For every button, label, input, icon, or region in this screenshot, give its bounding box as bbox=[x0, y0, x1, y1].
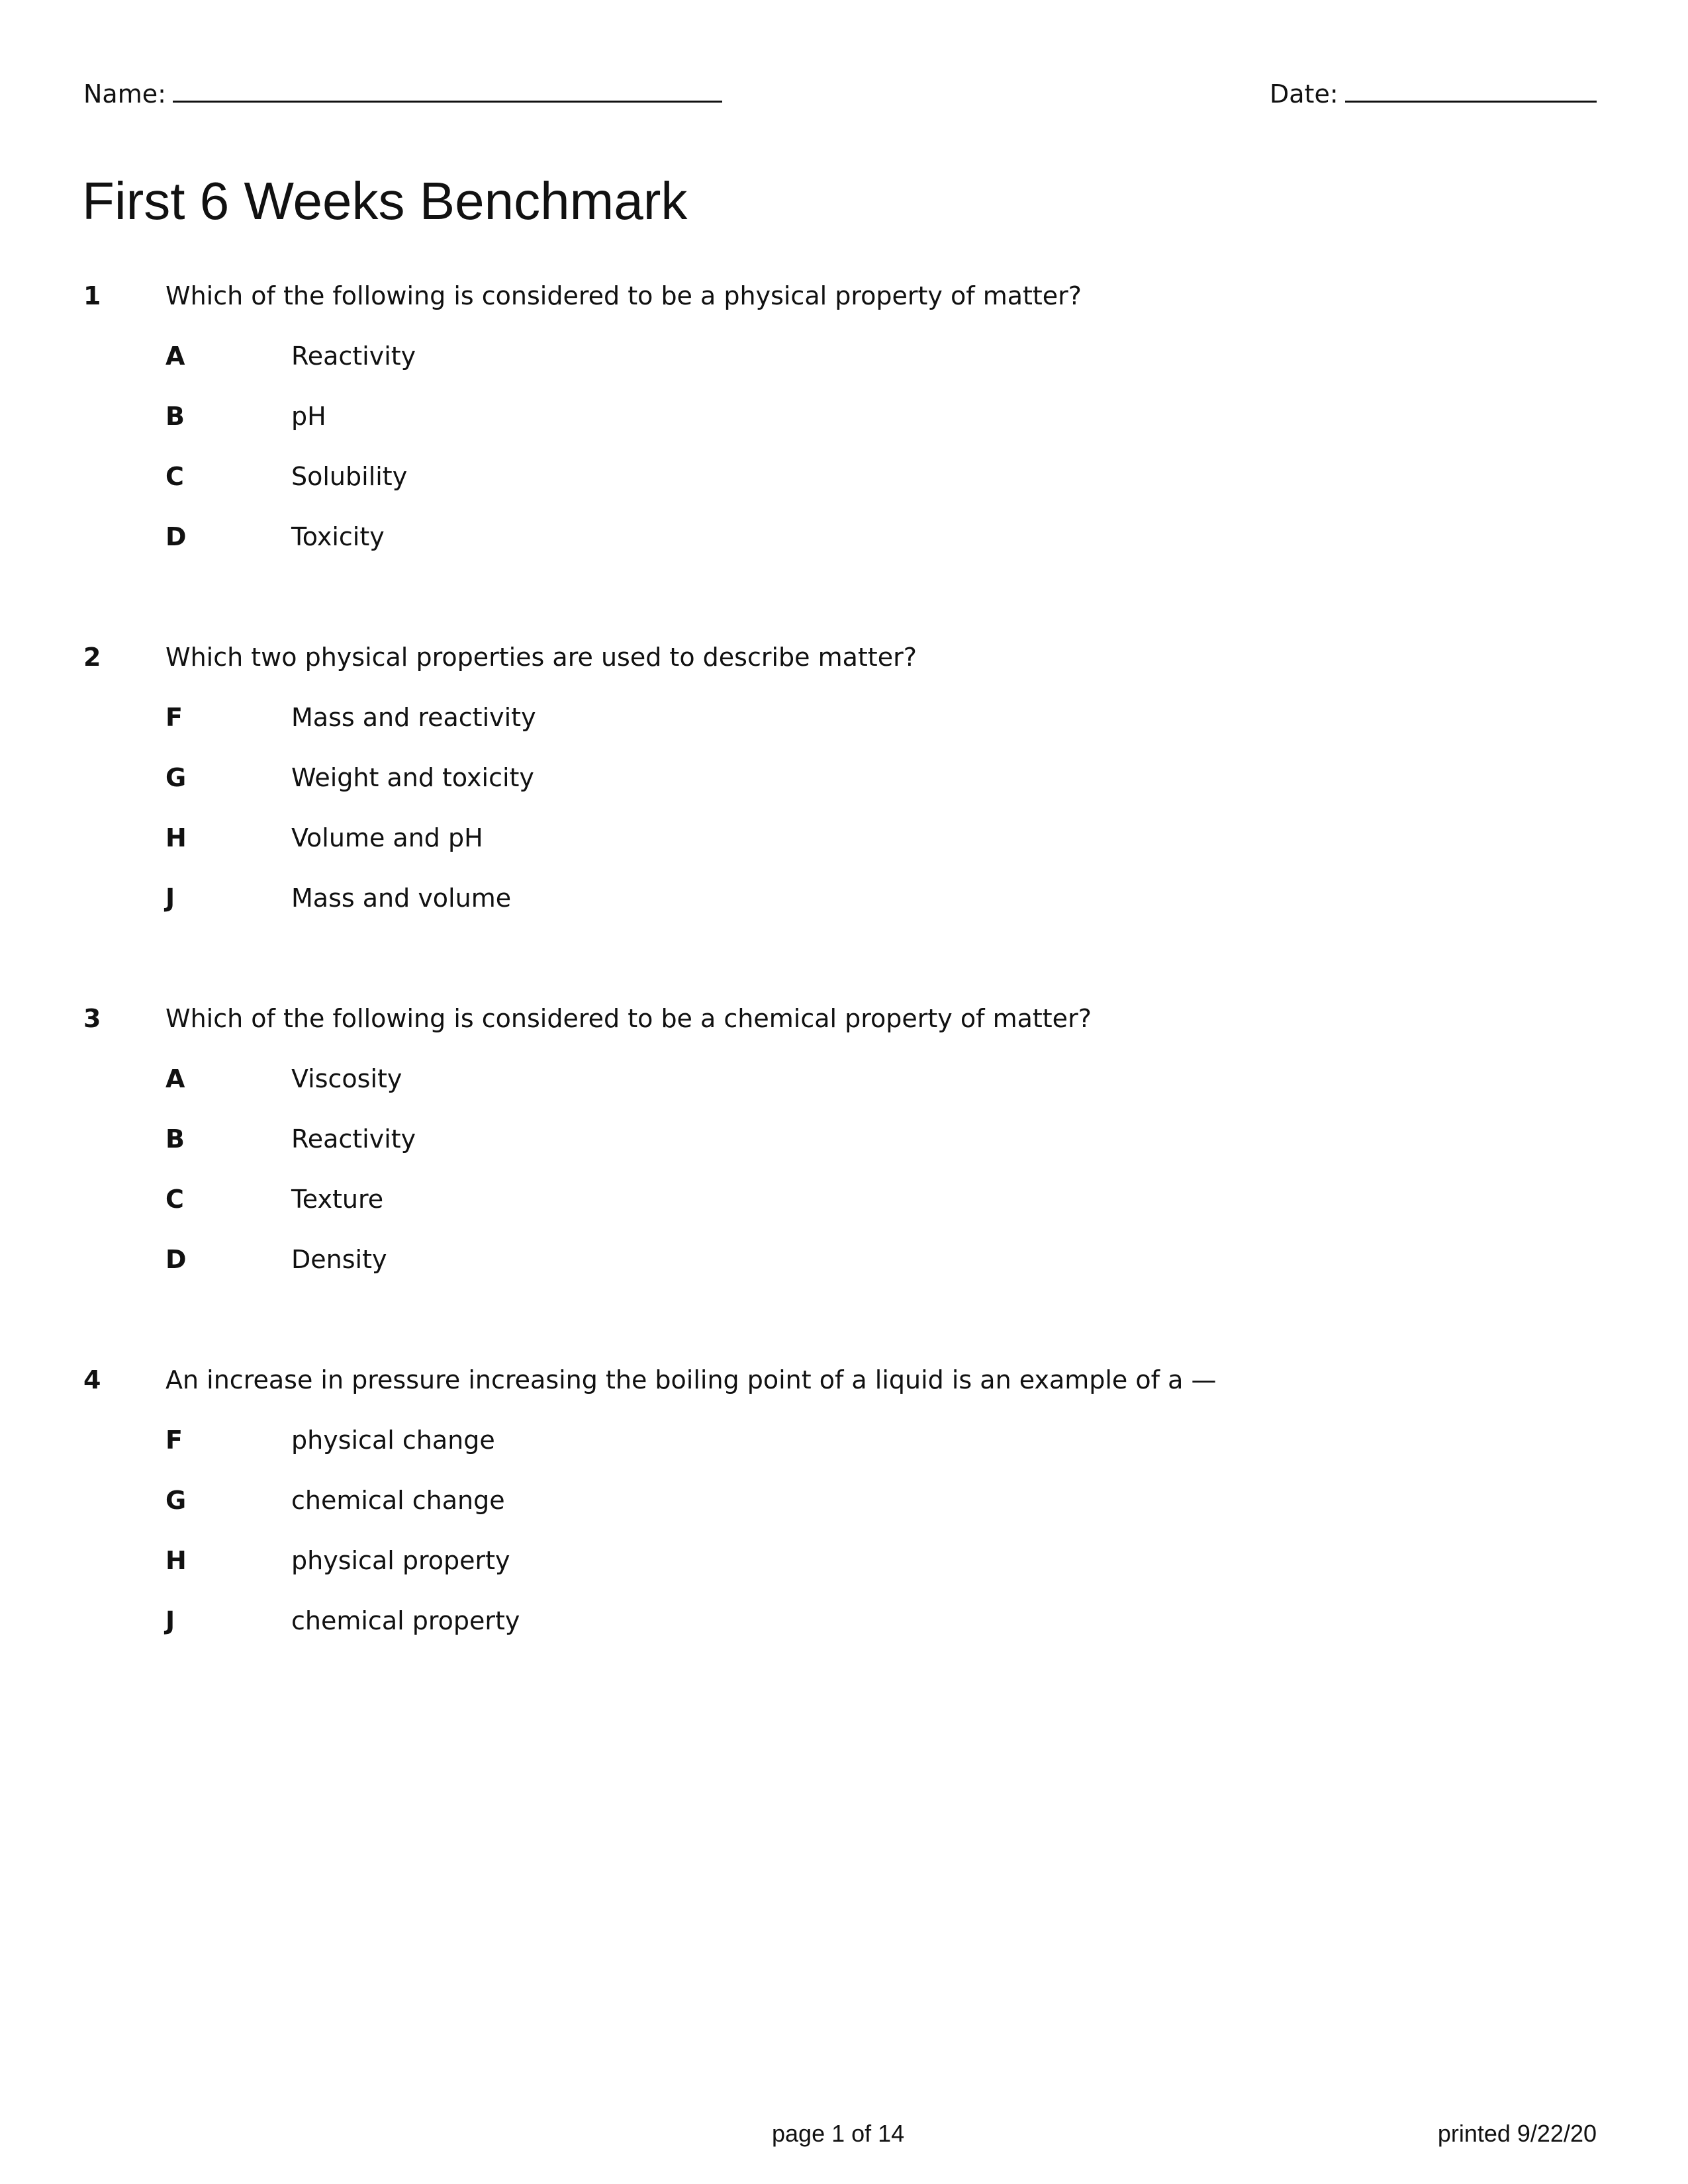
name-label: Name: bbox=[83, 79, 166, 109]
question-number: 1 bbox=[83, 281, 101, 310]
question-number: 2 bbox=[83, 643, 101, 672]
answer-choice[interactable] bbox=[0, 703, 1688, 743]
question-text: Which of the following is considered to be a physical property of matter? bbox=[165, 281, 1082, 310]
choice-letter: C bbox=[165, 1185, 184, 1214]
choice-letter: J bbox=[165, 1606, 175, 1635]
choice-text: chemical property bbox=[291, 1606, 520, 1635]
choice-letter: D bbox=[165, 1245, 187, 1274]
choice-letter: J bbox=[165, 884, 175, 913]
answer-choice[interactable] bbox=[0, 1546, 1688, 1586]
choice-letter: A bbox=[165, 341, 185, 371]
answer-choice[interactable] bbox=[0, 1606, 1688, 1646]
choice-letter: C bbox=[165, 462, 184, 491]
choice-text: Density bbox=[291, 1245, 387, 1274]
choice-text: Mass and volume bbox=[291, 884, 512, 913]
name-field[interactable] bbox=[83, 78, 722, 109]
answer-choice[interactable] bbox=[0, 341, 1688, 381]
page-number: page 1 of 14 bbox=[772, 2120, 905, 2147]
choice-text: Texture bbox=[291, 1185, 384, 1214]
choice-letter: G bbox=[165, 1486, 187, 1515]
printed-date: printed 9/22/20 bbox=[1437, 2120, 1597, 2147]
answer-choice[interactable] bbox=[0, 1124, 1688, 1164]
choice-text: physical change bbox=[291, 1426, 495, 1455]
answer-choice[interactable] bbox=[0, 402, 1688, 441]
choice-letter: G bbox=[165, 763, 187, 792]
choice-letter: B bbox=[165, 402, 185, 431]
answer-choice[interactable] bbox=[0, 823, 1688, 863]
choice-text: chemical change bbox=[291, 1486, 505, 1515]
date-label: Date: bbox=[1270, 79, 1338, 109]
choice-text: Solubility bbox=[291, 462, 408, 491]
question-number: 4 bbox=[83, 1365, 101, 1394]
choice-text: Weight and toxicity bbox=[291, 763, 534, 792]
choice-text: Toxicity bbox=[291, 522, 385, 551]
date-blank-line[interactable] bbox=[1345, 78, 1597, 103]
answer-choice[interactable] bbox=[0, 763, 1688, 803]
question-text: An increase in pressure increasing the boiling point of a liquid is an example of a — bbox=[165, 1365, 1217, 1394]
question-text: Which two physical properties are used to describe matter? bbox=[165, 643, 917, 672]
question-text: Which of the following is considered to be a chemical property of matter? bbox=[165, 1004, 1092, 1033]
choice-letter: B bbox=[165, 1124, 185, 1154]
answer-choice[interactable] bbox=[0, 884, 1688, 923]
choice-text: Volume and pH bbox=[291, 823, 483, 852]
choice-text: Viscosity bbox=[291, 1064, 402, 1093]
answer-choice[interactable] bbox=[0, 522, 1688, 562]
choice-text: Mass and reactivity bbox=[291, 703, 536, 732]
answer-choice[interactable] bbox=[0, 1064, 1688, 1104]
answer-choice[interactable] bbox=[0, 462, 1688, 502]
choice-letter: F bbox=[165, 703, 183, 732]
name-blank-line[interactable] bbox=[173, 78, 722, 103]
choice-letter: A bbox=[165, 1064, 185, 1093]
header-row bbox=[0, 78, 1688, 118]
choice-letter: H bbox=[165, 823, 187, 852]
question-number: 3 bbox=[83, 1004, 101, 1033]
date-field[interactable] bbox=[1270, 78, 1597, 109]
answer-choice[interactable] bbox=[0, 1426, 1688, 1465]
answer-choice[interactable] bbox=[0, 1185, 1688, 1224]
choice-text: pH bbox=[291, 402, 326, 431]
choice-text: Reactivity bbox=[291, 1124, 416, 1154]
answer-choice[interactable] bbox=[0, 1486, 1688, 1525]
choice-letter: H bbox=[165, 1546, 187, 1575]
page-title: First 6 Weeks Benchmark bbox=[82, 171, 688, 230]
choice-letter: D bbox=[165, 522, 187, 551]
choice-text: physical property bbox=[291, 1546, 510, 1575]
choice-text: Reactivity bbox=[291, 341, 416, 371]
answer-choice[interactable] bbox=[0, 1245, 1688, 1285]
choice-letter: F bbox=[165, 1426, 183, 1455]
